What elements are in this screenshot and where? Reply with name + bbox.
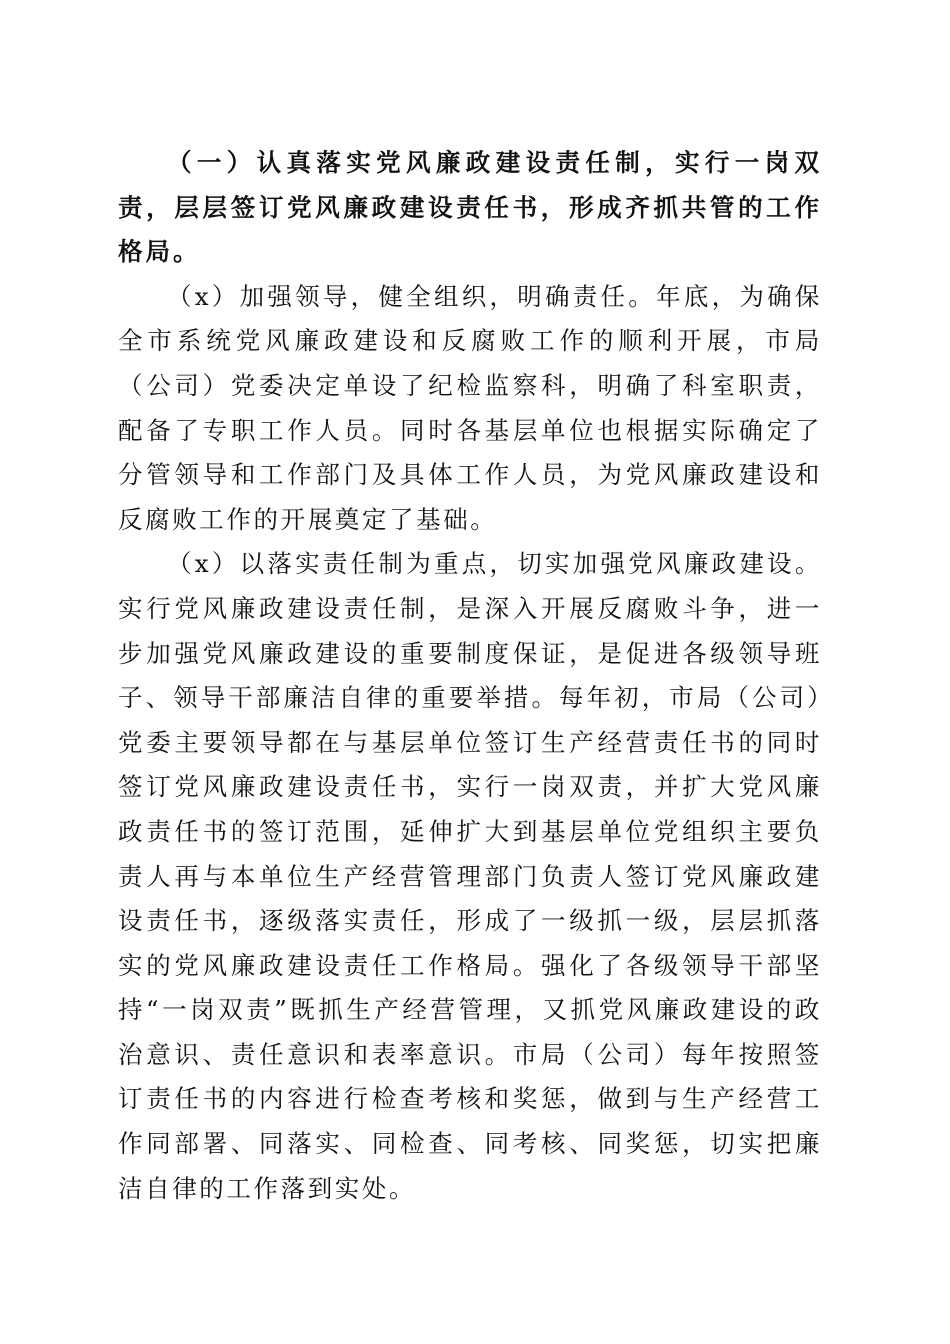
paragraph-leadership: （x）加强领导，健全组织，明确责任。年底，为确保全市系统党风廉政建设和反腐败工作的顺利开展，市局（公司）党委决定单设了纪检监察科，明确了科室职责，配备了专职工作人员。同时各基层单位也根据实际确定了分管领导和工作部门及具体工作人员，为党风廉政建设和反腐败工作的开展奠定了基础。 (118, 281, 822, 534)
document-body (118, 141, 822, 1211)
section-heading: （一）认真落实党风廉政建设责任制，实行一岗双责，层层签订党风廉政建设责任书，形成齐抓共管的工作格局。 (118, 148, 822, 267)
paragraph-responsibility-system: （x）以落实责任制为重点，切实加强党风廉政建设。实行党风廉政建设责任制，是深入开展反腐败斗争，进一步加强党风廉政建设的重要制度保证，是促进各级领导班子、领导干部廉洁自律的重要举措。每年初，市局（公司）党委主要领导都在与基层单位签订生产经营责任书的同时签订党风廉政建设责任书，实行一岗双责，并扩大党风廉政责任书的签订范围，延伸扩大到基层单位党组织主要负责人再与本单位生产经营管理部门负责人签订党风廉政建设责任书，逐级落实责任，形成了一级抓一级，层层抓落实的党风廉政建设责任工作格局。强化了各级领导干部坚持“一岗双责”既抓生产经营管理，又抓党风廉政建设的政治意识、责任意识和表率意识。市局（公司）每年按照签订责任书的内容进行检查考核和奖惩，做到与生产经营工作同部署、同落实、同检查、同考核、同奖惩，切实把廉洁自律的工作落到实处。 (118, 549, 822, 1203)
